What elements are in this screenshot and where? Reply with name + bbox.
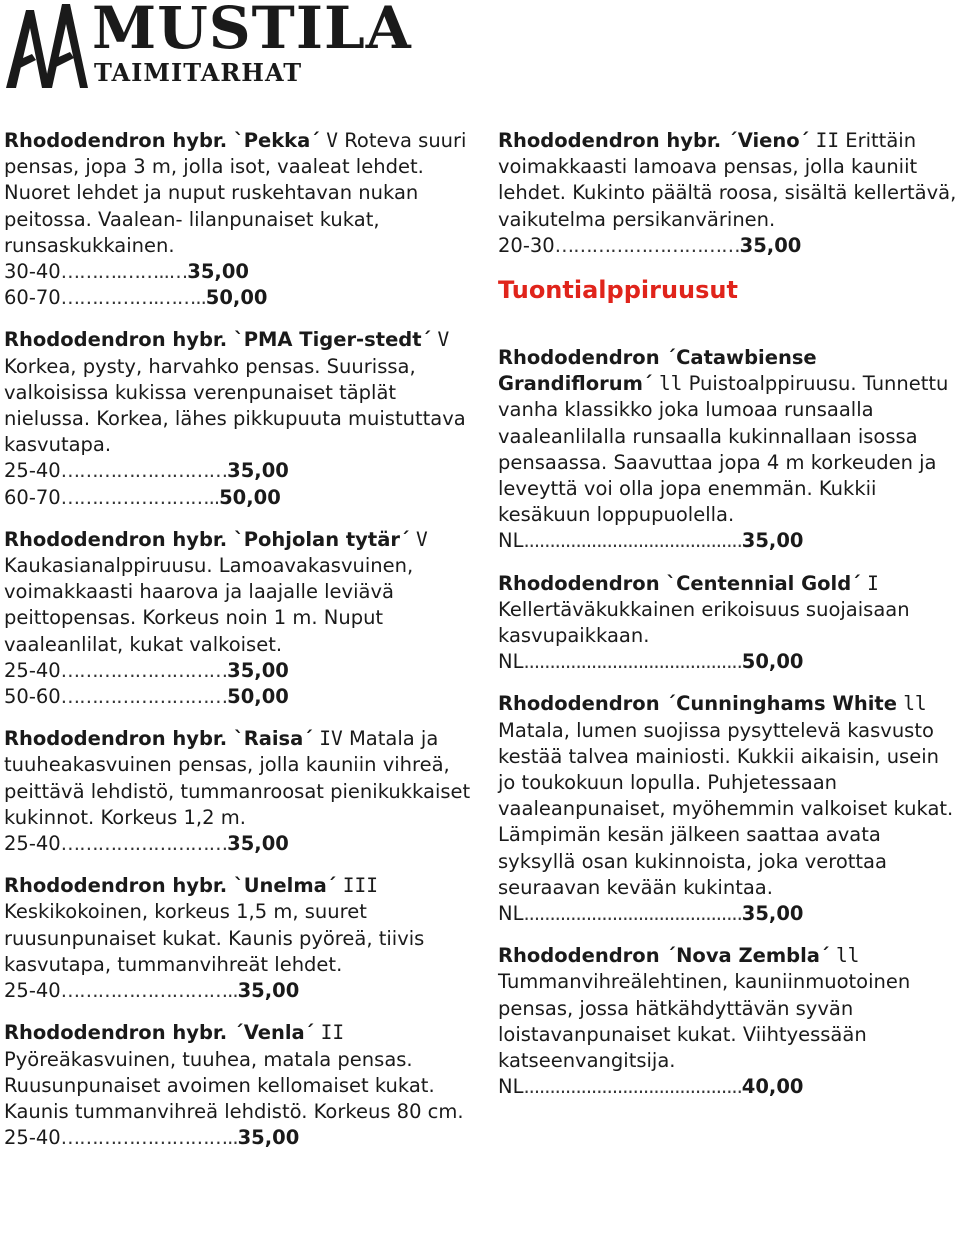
price-dots: ……………………… xyxy=(60,832,228,856)
tree-logo-icon xyxy=(4,0,90,90)
price-value: 35,00 xyxy=(227,459,289,483)
product-entry xyxy=(4,1020,474,1151)
price-size: 25-40 xyxy=(4,658,61,682)
hardiness-zone: ll xyxy=(835,944,860,968)
price-value: 35,00 xyxy=(741,529,804,553)
price-dots: ……………………….. xyxy=(60,979,238,1003)
price-value: 50,00 xyxy=(205,286,268,310)
price-value: 50,00 xyxy=(741,650,804,674)
product-text: Puistoalppiruusu. Tunnettu vanha klassikko joka lumoaa runsaalla vaaleanlilalla runsaalla kukinnallaan isossa pensaassa. Saavuttaa jopa 4 m korkeuden ja leveyttä voi olla jopa enemmän. Kukkii kesäkuun loppupuolella. xyxy=(498,372,949,527)
hardiness-zone: II xyxy=(320,1021,345,1045)
price-size: 20-30 xyxy=(498,233,555,257)
product-description xyxy=(4,1020,474,1125)
product-title: Rhododendron hybr. ´Vieno´ xyxy=(498,129,810,152)
hardiness-zone: ll xyxy=(658,372,683,396)
price-value: 35,00 xyxy=(741,902,804,926)
price-size: NL xyxy=(498,650,524,674)
product-description xyxy=(498,571,960,650)
price-value: 50,00 xyxy=(227,685,289,709)
product-title: Rhododendron hybr. `Pohjolan tytär´ xyxy=(4,527,410,551)
price-dots: .......................................... xyxy=(523,1075,742,1099)
price-value: 35,00 xyxy=(227,832,289,856)
product-entry xyxy=(498,691,960,927)
product-title: Rhododendron hybr. `Unelma´ xyxy=(4,874,337,898)
price-row xyxy=(4,285,474,311)
hardiness-zone: V xyxy=(437,328,450,352)
product-description xyxy=(498,943,960,1074)
price-row xyxy=(4,684,474,710)
product-title: Rhododendron ´Cunninghams White xyxy=(498,692,897,716)
product-title: Rhododendron hybr. `PMA Tiger-stedt´ xyxy=(4,328,432,352)
right-column xyxy=(498,128,960,1117)
product-description xyxy=(4,527,474,658)
price-size: NL xyxy=(498,1075,524,1099)
price-row xyxy=(4,259,474,285)
price-row xyxy=(498,649,960,675)
hardiness-zone: III xyxy=(342,874,378,898)
price-size: 25-40 xyxy=(4,459,61,483)
price-row xyxy=(4,831,474,857)
price-size: 30-40 xyxy=(4,260,61,284)
product-text: Matala ja tuuheakasvuinen pensas, jolla kauniin vihreä, peittävä lehdistö, tummanroosat pienikukkaiset kukinnot. Korkeus 1,2 m. xyxy=(4,727,471,829)
hardiness-zone: ll xyxy=(903,692,927,716)
price-value: 50,00 xyxy=(219,485,281,509)
product-entry xyxy=(498,571,960,676)
mustila-logo xyxy=(4,0,424,92)
product-text: Tummanvihreälehtinen, kauniinmuotoinen pensas, jossa hätkähdyttävän syvän loistavanpunaiset kukat. Viihtyessään katseenvangitsija. xyxy=(498,970,911,1073)
price-value: 35,00 xyxy=(187,260,249,284)
product-text: Roteva suuri pensas, jopa 3 m, jolla isot, vaaleat lehdet. Nuoret lehdet ja nuput ruskehtavan nukan peitossa. Vaalean- lilanpunaiset kukat, runsaskukkainen. xyxy=(4,129,467,257)
product-description xyxy=(498,128,960,233)
hardiness-zone: II xyxy=(815,129,840,152)
hardiness-zone: V xyxy=(415,527,428,551)
product-description xyxy=(4,873,474,978)
product-text: Korkea, pysty, harvahko pensas. Suurissa, valkoisissa kukissa verenpunaiset täplät nielussa. Korkea, lähes pikkupuuta muistuttava kasvutapa. xyxy=(4,354,466,457)
price-dots: ……………………….. xyxy=(60,1126,238,1150)
product-title: Rhododendron hybr. `Pekka´ xyxy=(4,129,321,152)
price-row xyxy=(4,485,474,511)
product-text: Erittäin voimakkaasti lamoava pensas, jolla kauniit lehdet. Kukinto päältä roosa, sisältä kellertävä, vaikutelma persikanvärinen. xyxy=(498,129,957,231)
product-description xyxy=(4,128,474,259)
price-row xyxy=(4,978,474,1004)
price-row xyxy=(4,458,474,484)
hardiness-zone: IV xyxy=(319,727,343,751)
price-dots: .......................................... xyxy=(523,529,742,553)
price-row xyxy=(4,658,474,684)
price-size: 60-70 xyxy=(4,485,61,509)
price-size: NL xyxy=(498,902,524,926)
price-row xyxy=(4,1125,474,1151)
product-entry xyxy=(498,345,960,555)
price-dots: .......................................... xyxy=(523,902,742,926)
hardiness-zone: I xyxy=(867,571,879,595)
price-value: 35,00 xyxy=(237,1126,300,1150)
product-entry xyxy=(4,726,474,857)
product-description xyxy=(498,345,960,528)
price-dots: ……………………… xyxy=(60,459,228,483)
section-title: Tuontialppiruusut xyxy=(498,276,738,305)
left-column xyxy=(4,128,474,1167)
price-dots: ……….……..… xyxy=(60,260,188,284)
product-entry xyxy=(4,527,474,710)
price-value: 35,00 xyxy=(237,979,300,1003)
price-dots: …………………….. xyxy=(60,485,220,509)
price-dots: ………………………… xyxy=(554,233,740,257)
price-size: 50-60 xyxy=(4,685,61,709)
price-size: 25-40 xyxy=(4,979,61,1003)
price-dots: ……………………… xyxy=(60,685,228,709)
product-title: Rhododendron hybr. `Raisa´ xyxy=(4,727,314,751)
price-dots: …………….…….. xyxy=(60,286,206,310)
product-title: Rhododendron hybr. ´Venla´ xyxy=(4,1021,315,1045)
product-description xyxy=(498,691,960,901)
product-description xyxy=(4,726,474,831)
product-title: Rhododendron ´Nova Zembla´ xyxy=(498,944,830,968)
price-row xyxy=(498,901,960,927)
price-dots: ……………………… xyxy=(60,658,228,682)
price-value: 35,00 xyxy=(227,658,289,682)
price-size: NL xyxy=(498,529,524,553)
product-entry xyxy=(4,327,474,510)
price-size: 25-40 xyxy=(4,832,61,856)
product-text: Pyöreäkasvuinen, tuuhea, matala pensas. Ruusunpunaiset avoimen kellomaiset kukat. Kaunis tummanvihreä lehdistö. Korkeus 80 cm. xyxy=(4,1047,464,1123)
brand-subtitle: TAIMITARHAT xyxy=(94,58,303,87)
product-entry xyxy=(498,943,960,1100)
price-row xyxy=(498,233,960,259)
price-value: 35,00 xyxy=(739,233,802,257)
product-text: Matala, lumen suojissa pysyttelevä kasvusto kestää talvea mainiosti. Kukkii aikaisin, usein jo toukokuun lopulla. Puhjetessaan vaaleanpunaiset, myöhemmin valkoiset kukat. Lämpimän kesän jälkeen saattaa avata syksyllä osan kukinnoista, joka verottaa seuraavan kevään kukintaa. xyxy=(498,718,954,899)
price-dots: .......................................... xyxy=(523,650,742,674)
price-row xyxy=(498,1074,960,1100)
product-entry xyxy=(4,128,474,311)
price-size: 25-40 xyxy=(4,1126,61,1150)
product-entry xyxy=(4,873,474,1004)
product-title: Rhododendron `Centennial Gold´ xyxy=(498,571,861,595)
product-text: Keskikokoinen, korkeus 1,5 m, suuret ruusunpunaiset kukat. Kaunis pyöreä, tiivis kasvutapa, tummanvihreät lehdet. xyxy=(4,900,425,976)
price-value: 40,00 xyxy=(741,1075,804,1099)
product-description xyxy=(4,327,474,458)
product-entry xyxy=(498,128,960,259)
hardiness-zone: V xyxy=(326,129,339,152)
product-text: Kaukasianalppiruusu. Lamoavakasvuinen, voimakkaasti haarova ja laajalle leviävä peittopensas. Korkeus noin 1 m. Nuput vaaleanlilat, kukat valkoiset. xyxy=(4,554,414,656)
price-size: 60-70 xyxy=(4,286,61,310)
brand-name: MUSTILA xyxy=(92,0,412,62)
product-title: Rhododendron ´Catawbiense Grandiflorum´ xyxy=(498,346,817,396)
price-row xyxy=(498,528,960,554)
product-text: Kellertäväkukkainen erikoisuus suojaisaan kasvupaikkaan. xyxy=(498,597,910,648)
